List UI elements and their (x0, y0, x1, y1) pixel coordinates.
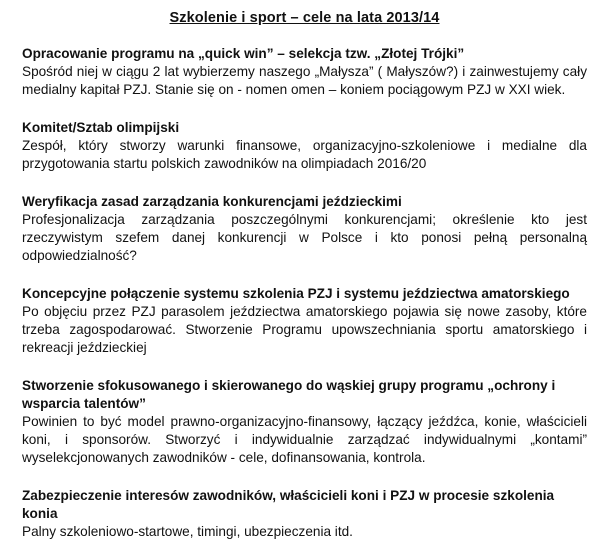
section-heading: Komitet/Sztab olimpijski (22, 120, 180, 135)
section-heading: Weryfikacja zasad zarządzania konkurencjami jeździeckimi (22, 194, 402, 209)
section-interests-protection (22, 487, 587, 541)
section-body: Palny szkoleniowo-startowe, timingi, ubezpieczenia itd. (22, 524, 353, 539)
section-amateur-equestrian (22, 285, 587, 357)
section-body: Profesjonalizacja zarządzania poszczególnymi konkurencjami; określenie kto jest rzeczywistym szefem danej konkurencji w Polsce i kto ponosi pełną personalną odpowiedzialność? (22, 212, 587, 263)
section-competition-management (22, 193, 587, 265)
section-body: Zespół, który stworzy warunki finansowe, organizacyjno-szkoleniowe i medialne dla przygotowania startu polskich zawodników na olimpiadach 2016/20 (22, 138, 587, 171)
section-talent-program (22, 377, 587, 467)
section-body: Powinien to być model prawno-organizacyjno-finansowy, łączący jeźdźca, konie, właścicieli koni, i sponsorów. Stworzyć i indywidualnie zarządzać indywidualnymi „kontami” wyselekcjonowanych zawodników - cele, dofinansowania, kontrola. (22, 414, 587, 465)
section-body: Po objęciu przez PZJ parasolem jeździectwa amatorskiego pojawia się nowe zasoby, które trzeba zagospodarować. Stworzenie Programu upowszechniania sportu amatorskiego i rekreacji jeździeckiej (22, 304, 587, 355)
section-heading: Opracowanie programu na „quick win” – selekcja tzw. „Złotej Trójki” (22, 46, 465, 61)
section-quick-win (22, 45, 587, 99)
section-body: Spośród niej w ciągu 2 lat wybierzemy naszego „Małysza” ( Małyszów?) i zainwestujemy cały medialny kapitał PZJ. Stanie się on - nomen omen – koniem pociągowym PZJ w XXI wiek. (22, 64, 587, 97)
document-title: Szkolenie i sport – cele na lata 2013/14 (169, 10, 440, 26)
section-heading: Zabezpieczenie interesów zawodników, właścicieli koni i PZJ w procesie szkolenia konia (22, 488, 555, 521)
section-heading: Stworzenie sfokusowanego i skierowanego do wąskiej grupy programu „ochrony i wsparcia talentów” (22, 378, 556, 411)
section-heading: Koncepcyjne połączenie systemu szkolenia PZJ i systemu jeździectwa amatorskiego (22, 286, 570, 301)
section-olympic-committee (22, 119, 587, 173)
